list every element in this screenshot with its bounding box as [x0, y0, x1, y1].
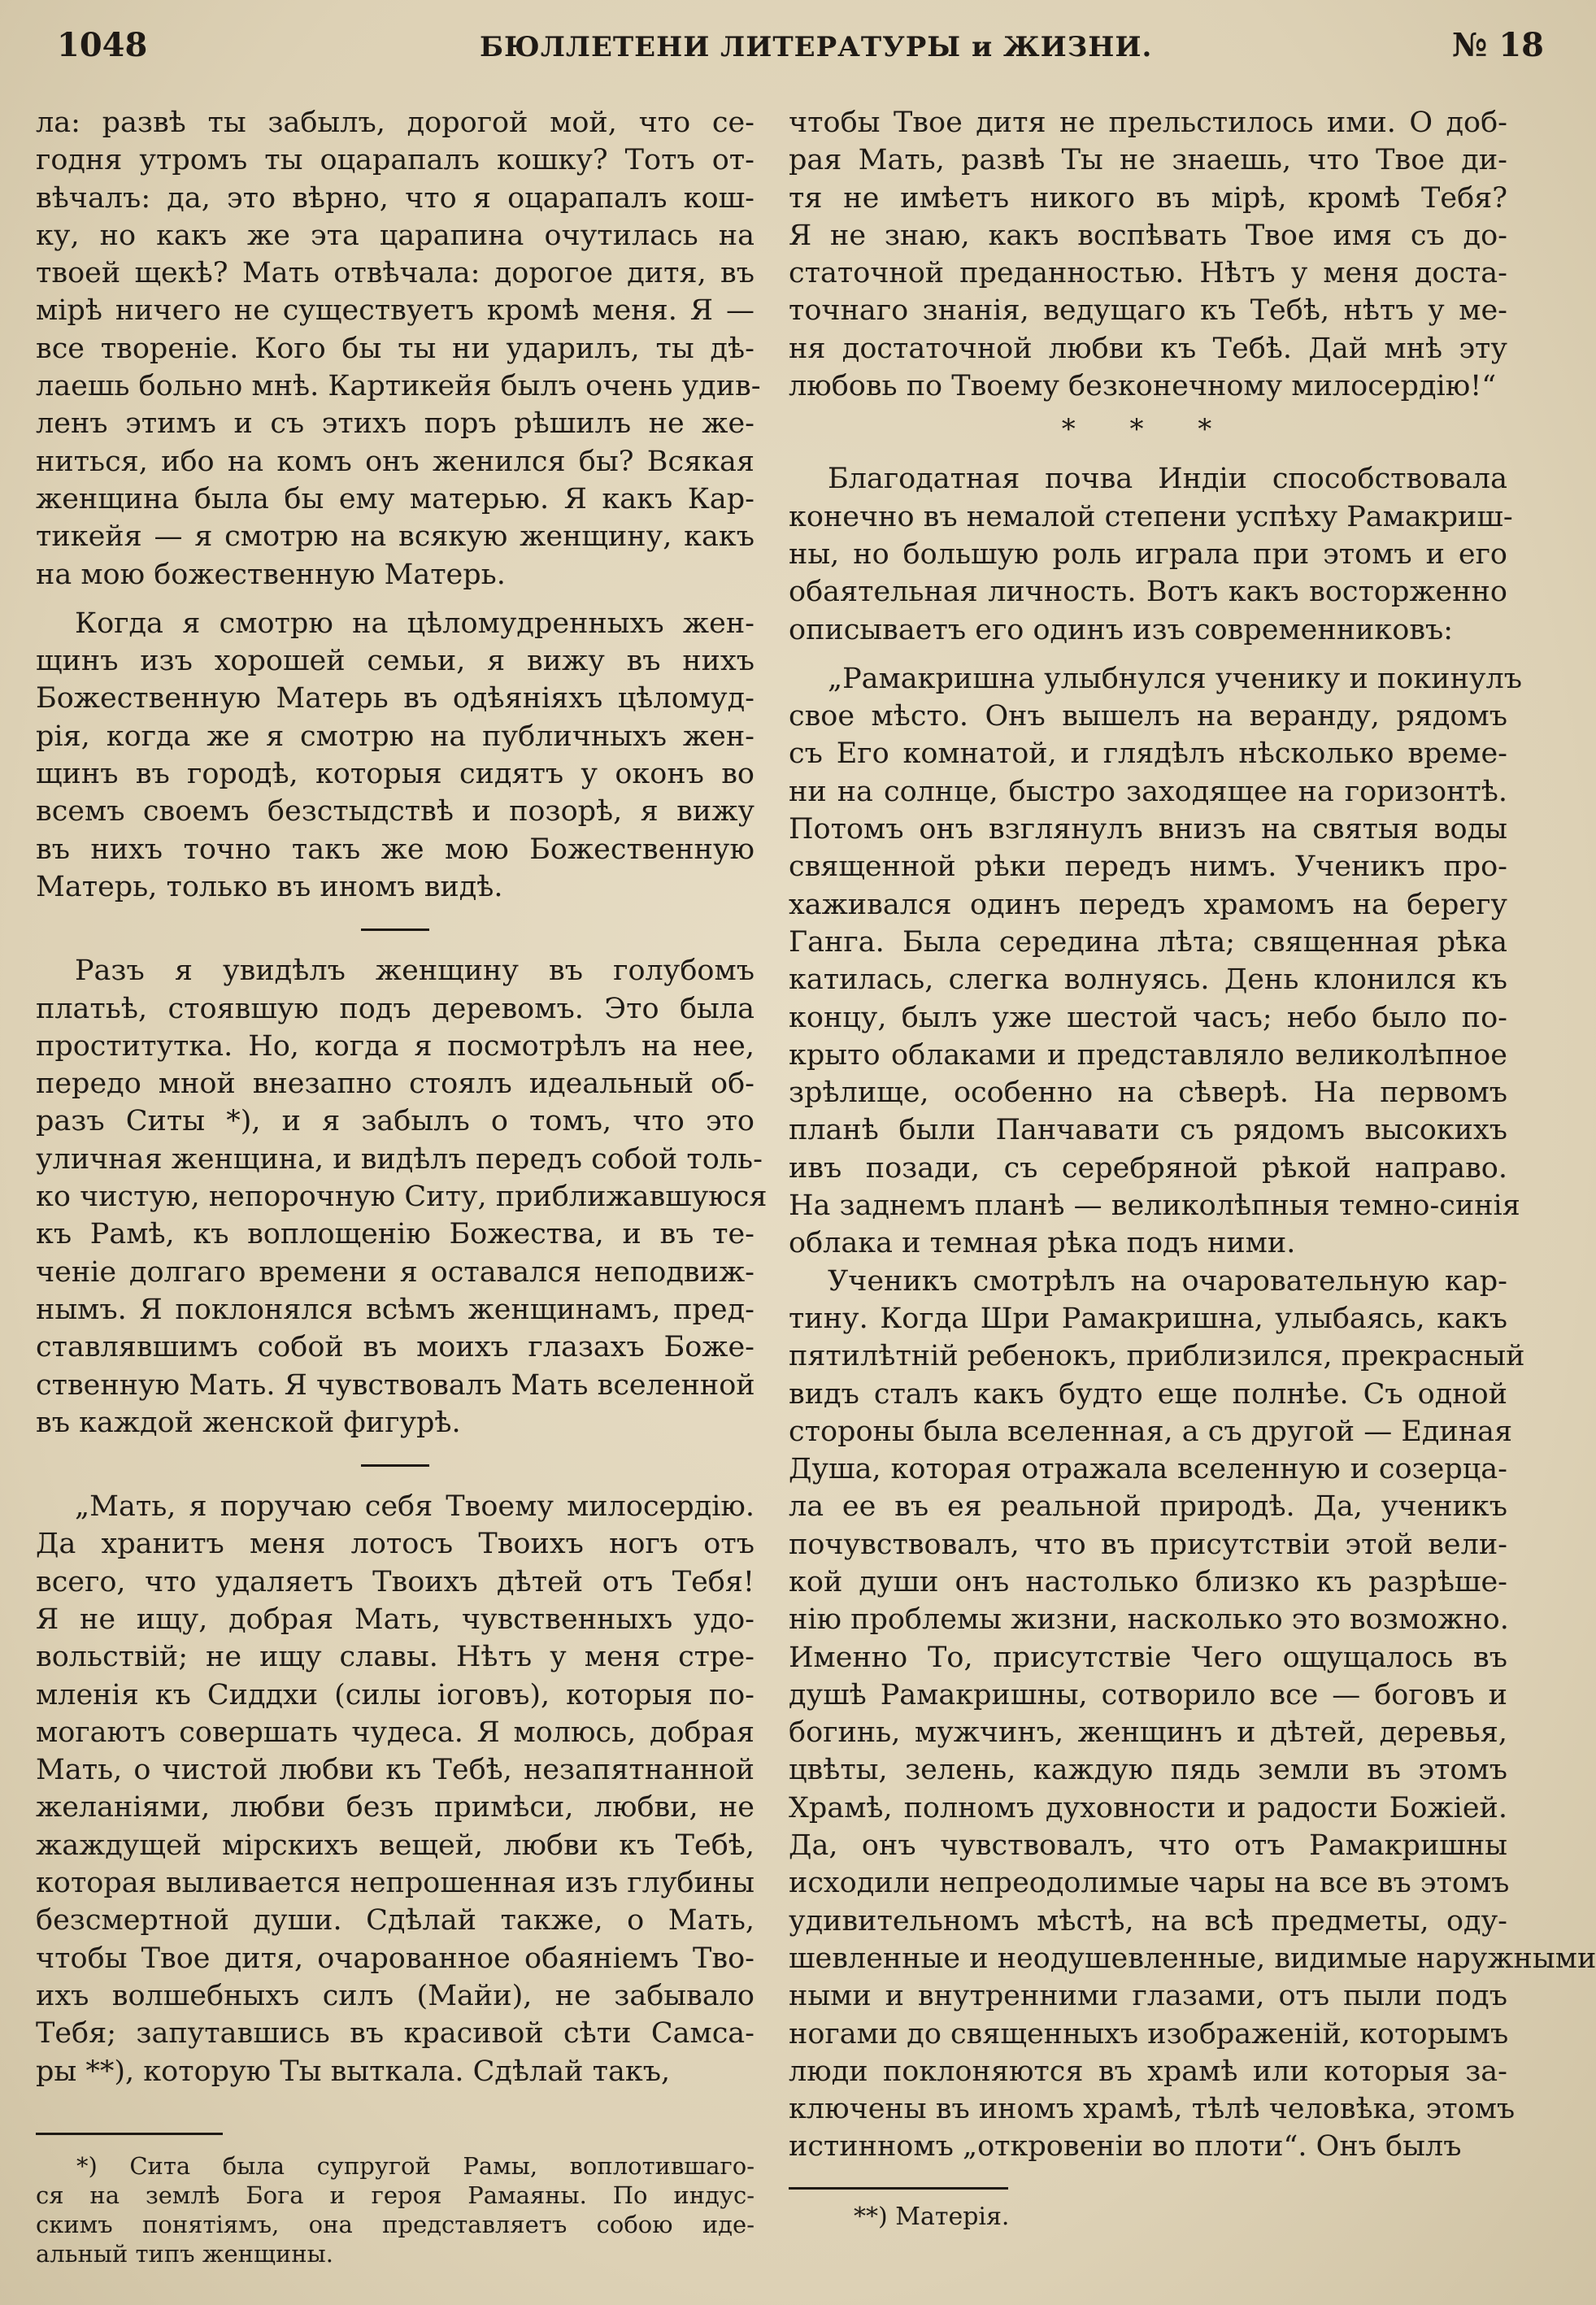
paragraph [36, 605, 755, 906]
text-line: цвѣты, зелень, каждую пядь земли въ этомъ [789, 1754, 1507, 1787]
text-line: точнаго знанія, ведущаго къ Тебѣ, нѣтъ у ме- [789, 294, 1507, 328]
text-line: концу, былъ уже шестой часъ; небо было по- [789, 1001, 1507, 1034]
text-line: катилась, слегка волнуясь. День клонился къ [789, 963, 1507, 997]
text-line: Да, онъ чувствовалъ, что отъ Рамакришны [789, 1829, 1507, 1863]
text-line: въ нихъ точно такъ же мою Божественную [36, 833, 755, 866]
text-line: удивительномъ мѣстѣ, на всѣ предметы, оду- [789, 1904, 1507, 1938]
text-line: проститутка. Но, когда я посмотрѣлъ на нее, [36, 1029, 755, 1063]
text-line: ла: развѣ ты забылъ, дорогой мой, что се- [36, 107, 755, 139]
text-line: скимъ понятіямъ, она представляетъ собою иде- [36, 2210, 755, 2238]
text-line: ся на землѣ Бога и героя Рамаяны. По индус- [36, 2181, 755, 2209]
text-line: зрѣлище, особенно на сѣверѣ. На первомъ [789, 1076, 1507, 1110]
text-line: съ Его комнатой, и глядѣлъ нѣсколько време- [789, 737, 1507, 771]
text-line: жаждущей мірскихъ вещей, любви къ Тебѣ, [36, 1829, 755, 1862]
text-line: шевленные и неодушевленные, видимые наружными [789, 1942, 1596, 1975]
text-line: рія, когда же я смотрю на публичныхъ жен- [36, 720, 755, 753]
text-line: нымъ. Я поклонялся всѣмъ женщинамъ, пред- [36, 1293, 755, 1326]
text-line: ными и внутренними глазами, отъ пыли подъ [789, 1980, 1507, 2013]
text-line: истинномъ „откровеніи во плоти“. Онъ былъ [789, 2130, 1462, 2164]
text-line: крыто облаками и представляло великолѣпное [789, 1038, 1507, 1072]
right-column [789, 104, 1596, 2232]
text-line: свое мѣсто. Онъ вышелъ на веранду, рядомъ [789, 700, 1507, 733]
text-line: желаніями, любви безъ примѣси, любви, не [36, 1791, 755, 1824]
text-line: ку, но какъ же эта царапина очутилась на [36, 219, 755, 252]
text-line: ня достаточной любви къ Тебѣ. Дай мнѣ эту [789, 332, 1507, 365]
text-line: душѣ Рамакришны, сотворило все — боговъ и [789, 1678, 1507, 1711]
text-line: мірѣ ничего не существуетъ кромѣ меня. Я — [36, 294, 755, 328]
text-line: Душа, которая отражала вселенную и созерца- [789, 1453, 1507, 1486]
section-separator [361, 929, 429, 931]
text-line: ихъ волшебныхъ силъ (Майи), не забывало [36, 1979, 755, 2012]
section-separator [361, 1464, 429, 1467]
text-line: кой души онъ настолько близко къ разрѣше- [789, 1565, 1507, 1598]
text-line: описываетъ его одинъ изъ современниковъ: [789, 613, 1454, 646]
text-line: пятилѣтній ребенокъ, приблизился, прекрасный [789, 1340, 1525, 1373]
text-line: альный типъ женщины. [36, 2239, 333, 2268]
text-line: чтобы Твое дитя, очарованное обаяніемъ Тво- [36, 1942, 755, 1975]
paragraph [36, 104, 761, 594]
paragraph [789, 104, 1507, 405]
text-line: „Рамакришна улыбнулся ученику и покинулъ [828, 662, 1522, 695]
text-line: ни на солнце, быстро заходящее на горизонтѣ. [789, 775, 1507, 808]
footnote-rule [789, 2187, 1008, 2190]
paragraph [789, 660, 1522, 1263]
text-line: въ каждой женской фигурѣ. [36, 1406, 461, 1439]
text-line: Благодатная почва Индіи способствовала [828, 463, 1507, 496]
text-line: Храмѣ, полномъ духовности и радости Божіей. [789, 1791, 1507, 1824]
text-line: разъ Ситы *), и я забылъ о томъ, что это [36, 1105, 755, 1138]
text-line: могаютъ совершать чудеса. Я молюсь, добрая [36, 1716, 755, 1749]
text-line: любовь по Твоему безконечному милосердію!“ [789, 370, 1497, 403]
text-line: на мою божественную Матерь. [36, 558, 506, 591]
journal-title: БЮЛЛЕТЕНИ ЛИТЕРАТУРЫ и ЖИЗНИ. [480, 31, 1153, 63]
text-line: ниться, ибо на комъ онъ женился бы? Всякая [36, 445, 755, 478]
text-line: годня утромъ ты оцарапалъ кошку? Тотъ от- [36, 144, 755, 177]
text-line: передо мной внезапно стоялъ идеальный об- [36, 1068, 755, 1101]
text-line: люди поклоняются въ храмѣ или которыя за- [789, 2055, 1507, 2088]
text-line: ченіе долгаго времени я оставался неподвиж- [36, 1255, 755, 1289]
text-line: видъ сталъ какъ будто еще полнѣе. Съ одной [789, 1377, 1507, 1411]
paragraph [789, 1263, 1596, 2166]
text-line: къ Рамѣ, къ воплощенію Божества, и въ те- [36, 1218, 755, 1251]
text-line: ставлявшимъ собой въ моихъ глазахъ Боже- [36, 1331, 755, 1364]
text-line: тикейя — я смотрю на всякую женщину, какъ [36, 520, 755, 554]
text-line: женщина была бы ему матерью. Я какъ Кар- [36, 482, 755, 515]
text-line: тину. Когда Шри Рамакришна, улыбаясь, какъ [789, 1302, 1507, 1335]
text-line: ногами до священныхъ изображеній, которымъ [789, 2017, 1509, 2051]
text-line: Божественную Матерь въ одѣяніяхъ цѣломуд- [36, 682, 755, 715]
text-line: вольствій; не ищу славы. Нѣтъ у меня стре- [36, 1641, 755, 1674]
text-line: вѣчалъ: да, это вѣрно, что я оцарапалъ кош- [36, 181, 755, 215]
text-line: ленъ этимъ и съ этихъ поръ рѣшилъ не же- [36, 407, 755, 441]
footnote [36, 2151, 755, 2268]
text-line: все твореніе. Кого бы ты ни ударилъ, ты дѣ- [36, 332, 755, 365]
text-line: ивъ позади, съ серебряной рѣкой направо. [789, 1151, 1507, 1185]
text-line: На заднемъ планѣ — великолѣпныя темно-синія [789, 1189, 1520, 1223]
text-line: Я не знаю, какъ воспѣвать Твое имя съ до- [789, 219, 1507, 252]
footnote: **) Матерія. [854, 2202, 1010, 2231]
text-line: щинъ изъ хорошей семьи, я вижу въ нихъ [36, 645, 755, 678]
text-line: *) Сита была супругой Рамы, воплотившаго- [76, 2151, 755, 2180]
text-line: Тебя; запутавшись въ красивой сѣти Самса- [36, 2017, 755, 2051]
section-stars: * * * [1061, 413, 1235, 446]
text-line: ключены въ иномъ храмѣ, тѣлѣ человѣка, этомъ [789, 2093, 1516, 2126]
text-line: ко чистую, непорочную Ситу, приближавшуюся [36, 1181, 768, 1214]
text-line: ственную Мать. Я чувствовалъ Мать вселенной [36, 1368, 755, 1402]
text-line: Ганга. Была середина лѣта; священная рѣка [789, 925, 1507, 959]
text-line: почувствовалъ, что въ присутствіи этой вели- [789, 1528, 1507, 1561]
text-line: стороны была вселенная, а съ другой — Единая [789, 1415, 1513, 1448]
text-line: богинь, мужчинъ, женщинъ и дѣтей, деревья, [789, 1716, 1507, 1750]
text-line: Потомъ онъ взглянулъ внизъ на святыя воды [789, 813, 1507, 846]
text-line: Разъ я увидѣлъ женщину въ голубомъ [75, 955, 755, 988]
text-line: ны, но большую роль играла при этомъ и его [789, 537, 1507, 571]
text-line: твоей щекѣ? Мать отвѣчала: дорогое дитя, въ [36, 257, 755, 290]
text-line: щинъ въ городѣ, которыя сидятъ у оконъ во [36, 758, 755, 791]
text-line: „Мать, я поручаю себя Твоему милосердію. [75, 1490, 755, 1524]
paragraph [36, 1488, 755, 2090]
text-line: чтобы Твое дитя не прельстилось ими. О доб- [789, 107, 1507, 139]
text-line: тя не имѣетъ никого въ мірѣ, кромѣ Тебя? [789, 181, 1507, 215]
text-line: всего, что удаляетъ Твоихъ дѣтей отъ Тебя! [36, 1565, 755, 1598]
footnote-rule [36, 2133, 223, 2135]
text-line: Я не ищу, добрая Мать, чувственныхъ удо- [36, 1603, 755, 1636]
text-line: лаешь больно мнѣ. Картикейя былъ очень удив- [36, 370, 761, 403]
text-line: которая выливается непрошенная изъ глубины [36, 1867, 755, 1900]
left-column [36, 104, 768, 2268]
text-line: исходили непреодолимые чары на все въ этомъ [789, 1867, 1510, 1900]
text-line: всемъ своемъ безстыдствѣ и позорѣ, я вижу [36, 795, 755, 828]
text-line: Ученикъ смотрѣлъ на очаровательную кар- [828, 1264, 1507, 1298]
text-line: хаживался одинъ передъ храмомъ на берегу [789, 888, 1507, 921]
text-line: платьѣ, стоявшую подъ деревомъ. Это была [36, 992, 755, 1025]
text-line: нію проблемы жизни, насколько это возможно. [789, 1603, 1509, 1637]
text-line: облака и темная рѣка подъ ними. [789, 1227, 1296, 1260]
paragraph [36, 952, 768, 1442]
text-line: статочной преданностью. Нѣтъ у меня доста- [789, 257, 1507, 290]
text-line: Именно То, присутствіе Чего ощущалось въ [789, 1641, 1507, 1674]
text-line: ла ее въ ея реальной природѣ. Да, ученикъ [789, 1490, 1507, 1524]
text-line: священной рѣки передъ нимъ. Ученикъ про- [789, 850, 1507, 884]
text-line: рая Мать, развѣ Ты не знаешь, что Твое ди- [789, 144, 1507, 177]
text-line: уличная женщина, и видѣлъ передъ собой толь- [36, 1142, 763, 1176]
issue-number: № 18 [1451, 26, 1544, 64]
text-line: мленія къ Сиддхи (силы іоговъ), которыя по- [36, 1678, 755, 1711]
running-header [57, 23, 1544, 80]
text-line: Да хранитъ меня лотосъ Твоихъ ногъ отъ [36, 1528, 755, 1561]
text-line: обаятельная личность. Вотъ какъ восторженно [789, 576, 1507, 609]
paragraph [789, 460, 1513, 648]
text-line: Мать, о чистой любви къ Тебѣ, незапятнанной [36, 1754, 755, 1787]
text-line: ры **), которую Ты выткала. Сдѣлай такъ, [36, 2055, 671, 2088]
text-line: планѣ были Панчавати съ рядомъ высокихъ [789, 1114, 1507, 1147]
text-line: Матерь, только въ иномъ видѣ. [36, 870, 503, 903]
page-number: 1048 [57, 26, 148, 64]
text-line: Когда я смотрю на цѣломудренныхъ жен- [75, 607, 755, 640]
text-line: конечно въ немалой степени успѣху Рамакриш- [789, 500, 1513, 533]
text-line: безсмертной души. Сдѣлай также, о Мать, [36, 1904, 755, 1938]
